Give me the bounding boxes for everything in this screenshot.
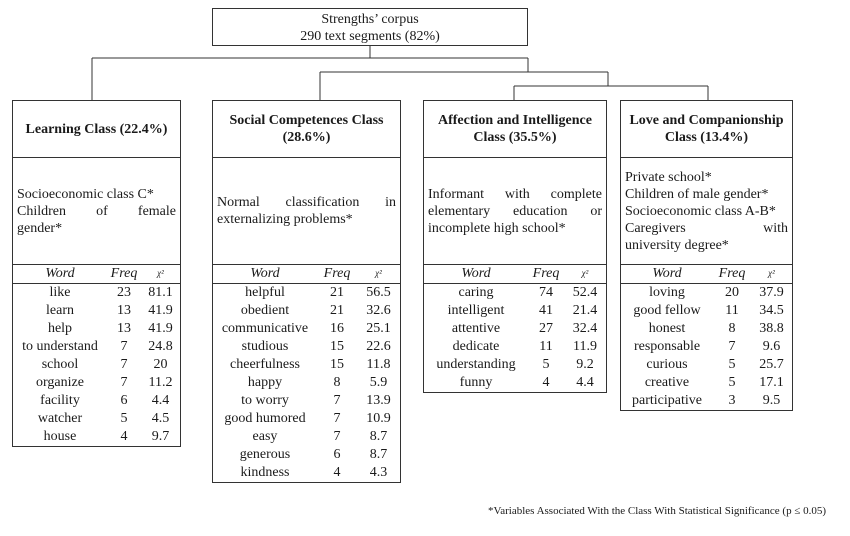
freq: 7 bbox=[333, 411, 341, 426]
table-row bbox=[13, 302, 180, 320]
corpus-segments: 290 text segments (82%) bbox=[300, 29, 440, 44]
header-word: Word bbox=[461, 266, 491, 281]
chi: 17.1 bbox=[759, 375, 784, 390]
table-row bbox=[424, 320, 606, 338]
chi: 8.7 bbox=[369, 447, 388, 462]
chi: 38.8 bbox=[759, 321, 784, 336]
freq: 7 bbox=[120, 339, 128, 354]
header-freq: Freq bbox=[532, 266, 560, 281]
word: to understand bbox=[22, 339, 98, 354]
header-word: Word bbox=[652, 266, 682, 281]
variable-line: university degree* bbox=[625, 238, 729, 253]
chi: 34.5 bbox=[759, 303, 784, 318]
table-row bbox=[213, 338, 400, 356]
chi: 41.9 bbox=[148, 321, 173, 336]
word: happy bbox=[247, 375, 283, 390]
freq: 41 bbox=[539, 303, 553, 318]
class-variables bbox=[423, 157, 607, 265]
table-row bbox=[213, 446, 400, 464]
table-row bbox=[424, 356, 606, 374]
table-row bbox=[621, 392, 792, 410]
word: facility bbox=[40, 393, 80, 408]
header-chi: χ² bbox=[768, 268, 775, 278]
header-freq: Freq bbox=[323, 266, 351, 281]
word: understanding bbox=[436, 357, 516, 372]
link-level1 bbox=[92, 58, 528, 101]
class-variables bbox=[12, 157, 181, 265]
variable-line: Informant with complete bbox=[428, 186, 602, 202]
freq: 3 bbox=[728, 393, 736, 408]
freq: 11 bbox=[725, 303, 739, 318]
word: helpful bbox=[245, 285, 285, 300]
table-row bbox=[13, 410, 180, 428]
variable-line: Socioeconomic class A-B* bbox=[625, 204, 776, 219]
freq: 5 bbox=[728, 375, 736, 390]
variable-line: Children of male gender* bbox=[625, 187, 769, 202]
chi: 25.1 bbox=[366, 321, 391, 336]
table-row bbox=[213, 284, 400, 302]
header-word: Word bbox=[250, 266, 280, 281]
freq: 16 bbox=[330, 321, 344, 336]
freq: 8 bbox=[333, 375, 341, 390]
table-row bbox=[424, 302, 606, 320]
freq: 27 bbox=[539, 321, 553, 336]
word: house bbox=[43, 429, 77, 444]
chi: 4.5 bbox=[151, 411, 170, 426]
chi: 9.6 bbox=[762, 339, 781, 354]
class-title: Learning Class (22.4%) bbox=[12, 100, 181, 158]
freq: 11 bbox=[539, 339, 553, 354]
word: like bbox=[49, 285, 71, 300]
word: funny bbox=[459, 375, 493, 390]
header-chi: χ² bbox=[375, 268, 382, 278]
word: good fellow bbox=[633, 303, 701, 318]
header-freq: Freq bbox=[110, 266, 138, 281]
table-row bbox=[13, 374, 180, 392]
freq: 21 bbox=[330, 303, 344, 318]
table-row bbox=[621, 302, 792, 320]
chi: 52.4 bbox=[572, 285, 598, 300]
chi: 4.4 bbox=[151, 393, 170, 408]
table-row bbox=[621, 320, 792, 338]
word: attentive bbox=[451, 321, 501, 336]
chi: 5.9 bbox=[369, 375, 388, 390]
chi: 9.2 bbox=[576, 357, 594, 372]
variable-line: Socioeconomic class C* bbox=[17, 186, 154, 202]
table-row bbox=[13, 338, 180, 356]
freq: 7 bbox=[728, 339, 736, 354]
table-row bbox=[13, 356, 180, 374]
table-row bbox=[13, 392, 180, 410]
table-row bbox=[213, 302, 400, 320]
word: cheerfulness bbox=[230, 357, 300, 372]
word-table bbox=[423, 264, 607, 393]
freq: 5 bbox=[542, 357, 550, 372]
freq: 7 bbox=[333, 429, 341, 444]
class-variables bbox=[212, 157, 401, 265]
class-variables bbox=[620, 157, 793, 265]
chi: 4.4 bbox=[576, 375, 594, 390]
variable-line: Children of female bbox=[17, 203, 176, 219]
chi: 56.5 bbox=[366, 285, 391, 300]
class-title: Love and Companionship Class (13.4%) bbox=[620, 100, 793, 158]
freq: 5 bbox=[120, 411, 128, 426]
chi: 9.7 bbox=[151, 429, 170, 444]
variable-line: gender* bbox=[17, 220, 63, 236]
variable-line: Normal classification in bbox=[217, 195, 396, 210]
table-row bbox=[621, 374, 792, 392]
freq: 15 bbox=[330, 339, 344, 354]
chi: 25.7 bbox=[759, 357, 784, 372]
chi: 81.1 bbox=[148, 285, 173, 300]
chi: 22.6 bbox=[366, 339, 391, 354]
word: watcher bbox=[37, 411, 83, 426]
freq: 7 bbox=[120, 357, 128, 372]
word: school bbox=[41, 357, 79, 372]
chi: 37.9 bbox=[759, 285, 784, 300]
header-chi: χ² bbox=[581, 268, 589, 278]
corpus-title: Strengths’ corpus bbox=[321, 12, 419, 27]
variable-line: externalizing problems* bbox=[217, 212, 353, 227]
freq: 4 bbox=[333, 465, 341, 480]
chi: 11.8 bbox=[366, 357, 391, 372]
table-row bbox=[621, 338, 792, 356]
table-row bbox=[213, 392, 400, 410]
word: communicative bbox=[221, 321, 309, 336]
variable-line: Caregivers with bbox=[625, 221, 788, 236]
freq: 21 bbox=[330, 285, 344, 300]
freq: 8 bbox=[728, 321, 736, 336]
variable-line: incomplete high school* bbox=[428, 220, 566, 236]
chi: 10.9 bbox=[366, 411, 391, 426]
chi: 24.8 bbox=[148, 339, 173, 354]
table-row bbox=[213, 320, 400, 338]
header-word: Word bbox=[45, 266, 75, 281]
word: generous bbox=[239, 447, 291, 462]
corpus-root-box bbox=[212, 8, 528, 46]
header-freq: Freq bbox=[718, 266, 746, 281]
word: curious bbox=[646, 357, 688, 372]
class-title: Social Competences Class (28.6%) bbox=[212, 100, 401, 158]
table-row bbox=[621, 284, 792, 302]
link-level3 bbox=[514, 86, 708, 101]
freq: 4 bbox=[542, 375, 550, 390]
freq: 20 bbox=[725, 285, 739, 300]
table-header bbox=[621, 265, 792, 284]
footnote: *Variables Associated With the Class With Statistical Significance (p ≤ 0.05) bbox=[488, 505, 827, 517]
table-row bbox=[213, 410, 400, 428]
word: kindness bbox=[240, 465, 290, 480]
word: help bbox=[47, 321, 73, 336]
freq: 13 bbox=[117, 303, 131, 318]
table-row bbox=[13, 428, 180, 446]
word: easy bbox=[252, 429, 278, 444]
word: good humored bbox=[224, 411, 306, 426]
chi: 4.3 bbox=[369, 465, 388, 480]
header-chi: χ² bbox=[157, 268, 164, 278]
freq: 6 bbox=[333, 447, 341, 462]
variable-line: Private school* bbox=[625, 170, 712, 185]
word: responsable bbox=[633, 339, 701, 354]
chi: 20 bbox=[153, 357, 168, 372]
table-row bbox=[424, 338, 606, 356]
chi: 32.6 bbox=[366, 303, 391, 318]
word: obedient bbox=[240, 303, 290, 318]
table-row bbox=[213, 374, 400, 392]
word: dedicate bbox=[452, 339, 500, 354]
variable-line: elementary education or bbox=[428, 203, 602, 219]
word: participative bbox=[632, 393, 702, 408]
freq: 6 bbox=[120, 393, 128, 408]
class-title: Affection and Intelligence Class (35.5%) bbox=[423, 100, 607, 158]
chi: 13.9 bbox=[366, 393, 391, 408]
freq: 15 bbox=[330, 357, 344, 372]
word: learn bbox=[46, 303, 74, 318]
table-row bbox=[13, 284, 180, 302]
chi: 32.4 bbox=[572, 321, 598, 336]
freq: 4 bbox=[120, 429, 128, 444]
table-row bbox=[213, 464, 400, 482]
freq: 74 bbox=[539, 285, 553, 300]
table-header bbox=[13, 265, 180, 284]
word: intelligent bbox=[447, 303, 505, 318]
table-row bbox=[621, 356, 792, 374]
word: to worry bbox=[241, 393, 289, 408]
chi: 9.5 bbox=[762, 393, 781, 408]
freq: 7 bbox=[120, 375, 128, 390]
freq: 23 bbox=[117, 285, 131, 300]
word: loving bbox=[649, 285, 685, 300]
chi: 11.2 bbox=[148, 375, 173, 390]
word-table bbox=[12, 264, 181, 447]
table-row bbox=[13, 320, 180, 338]
word: honest bbox=[648, 321, 686, 336]
word: studious bbox=[241, 339, 289, 354]
word: caring bbox=[458, 285, 494, 300]
table-header bbox=[213, 265, 400, 284]
table-header bbox=[424, 265, 606, 284]
word-table bbox=[212, 264, 401, 483]
chi: 21.4 bbox=[572, 303, 598, 318]
chi: 11.9 bbox=[573, 339, 597, 354]
table-row bbox=[424, 374, 606, 392]
table-row bbox=[213, 428, 400, 446]
freq: 5 bbox=[728, 357, 736, 372]
chi: 41.9 bbox=[148, 303, 173, 318]
table-row bbox=[213, 356, 400, 374]
table-row bbox=[424, 284, 606, 302]
freq: 7 bbox=[333, 393, 341, 408]
word-table bbox=[620, 264, 793, 411]
word: creative bbox=[644, 375, 690, 390]
word: organize bbox=[36, 375, 84, 390]
freq: 13 bbox=[117, 321, 131, 336]
chi: 8.7 bbox=[369, 429, 388, 444]
